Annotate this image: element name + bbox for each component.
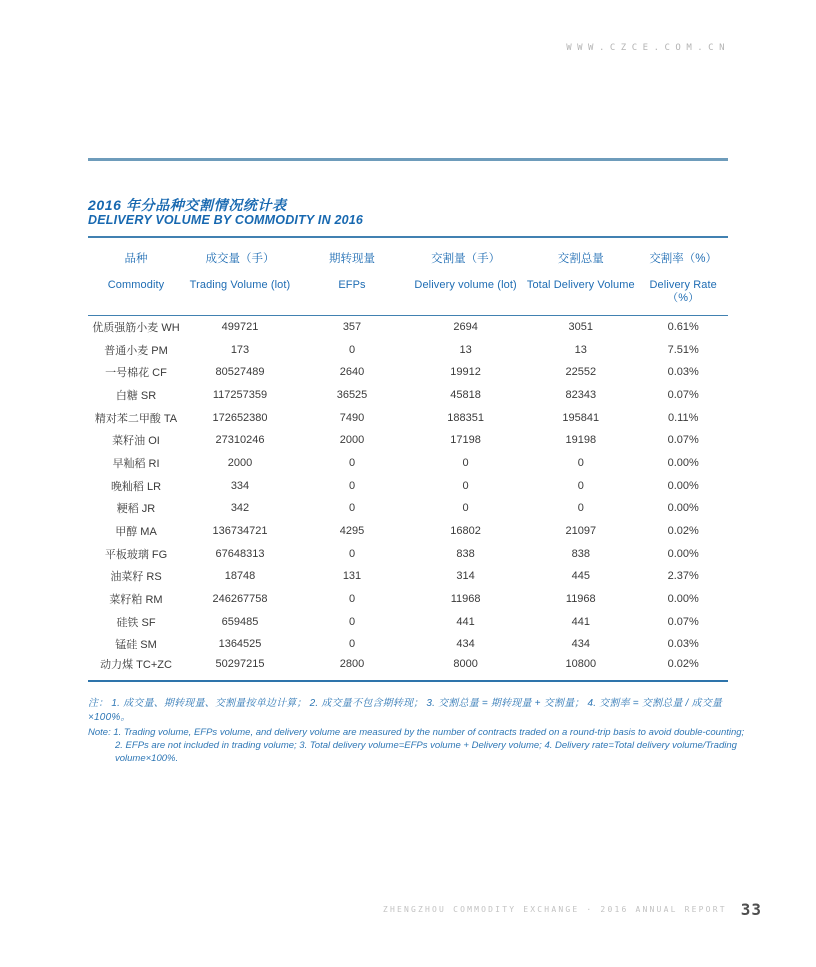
- cell-commodity: 菜籽粕 RM: [109, 594, 163, 607]
- cell-commodity: 菜籽油 OI: [112, 435, 160, 448]
- cell-total-delivery: 82343: [565, 388, 597, 401]
- cell-efps: 0: [348, 593, 356, 606]
- cell-commodity: 白糖 SR: [115, 389, 157, 402]
- table-row: [88, 474, 728, 497]
- section-title-en: DELIVERY VOLUME BY COMMODITY IN 2016: [88, 213, 364, 227]
- cell-delivery-volume: 0: [462, 502, 469, 515]
- cell-trading-volume: 1364525: [218, 638, 262, 651]
- cell-trading-volume: 342: [230, 502, 250, 515]
- table-row: [88, 656, 728, 681]
- table-row: [88, 316, 728, 339]
- column-header: [523, 246, 638, 316]
- table-row: [88, 633, 728, 656]
- cell-delivery-volume: 19912: [450, 366, 481, 379]
- footnotes: [88, 697, 756, 765]
- cell-total-delivery: 441: [571, 615, 590, 628]
- cell-commodity: 早籼稻 RI: [112, 457, 160, 470]
- column-header-en: Delivery volume (lot): [414, 279, 517, 291]
- column-header: [88, 246, 184, 316]
- cell-delivery-volume: 13: [459, 343, 472, 356]
- cell-trading-volume: 80527489: [215, 366, 265, 379]
- cell-total-delivery: 434: [571, 638, 590, 651]
- table-row: [88, 406, 728, 429]
- column-header-en: Trading Volume (lot): [189, 279, 291, 291]
- cell-delivery-rate: 0.07%: [667, 615, 699, 628]
- cell-efps: 0: [348, 547, 356, 560]
- cell-total-delivery: 22552: [565, 366, 597, 379]
- column-header-zh: 交割总量: [557, 253, 604, 265]
- column-header-zh: 交割率（%）: [649, 253, 718, 265]
- cell-trading-volume: 2000: [227, 456, 253, 469]
- table-header-row: [88, 246, 728, 316]
- cell-efps: 0: [348, 456, 356, 469]
- cell-delivery-rate: 0.03%: [667, 638, 699, 651]
- cell-efps: 0: [348, 343, 356, 356]
- cell-efps: 2800: [339, 657, 365, 670]
- cell-delivery-volume: 441: [456, 615, 475, 628]
- cell-commodity: 一号棉花 CF: [105, 367, 167, 380]
- cell-delivery-rate: 0.02%: [667, 657, 699, 670]
- column-header: [296, 246, 408, 316]
- table-row: [88, 338, 728, 361]
- cell-delivery-volume: 45818: [450, 388, 481, 401]
- column-header-en: Commodity: [107, 279, 165, 291]
- cell-commodity: 粳稻 JR: [116, 503, 156, 516]
- cell-total-delivery: 10800: [565, 657, 597, 670]
- column-header-zh: 期转现量: [329, 253, 375, 265]
- cell-total-delivery: 19198: [565, 434, 597, 447]
- cell-trading-volume: 172652380: [212, 411, 268, 424]
- cell-trading-volume: 334: [230, 479, 250, 492]
- page-footer: [383, 900, 762, 919]
- website-url: WWW.CZCE.COM.CN: [566, 43, 730, 53]
- top-divider-line: [88, 158, 728, 161]
- cell-delivery-rate: 0.00%: [667, 456, 699, 469]
- cell-delivery-rate: 2.37%: [667, 570, 699, 583]
- cell-trading-volume: 117257359: [212, 388, 268, 401]
- cell-efps: 0: [348, 615, 356, 628]
- cell-efps: 0: [348, 638, 356, 651]
- cell-delivery-volume: 188351: [447, 411, 484, 424]
- cell-delivery-volume: 16802: [450, 525, 481, 538]
- footnote-zh: 注： 1. 成交量、期转现量、交割量按单边计算； 2. 成交量不包含期转现； 3. 交割总量 = 期转现量 + 交割量； 4. 交割率 = 交割总量 / 成交量 ×100%。: [88, 698, 723, 723]
- cell-delivery-volume: 17198: [450, 434, 481, 447]
- cell-total-delivery: 195841: [562, 411, 600, 424]
- table-row: [88, 429, 728, 452]
- cell-commodity: 晚籼稻 LR: [110, 480, 162, 493]
- cell-delivery-rate: 7.51%: [667, 343, 699, 356]
- cell-total-delivery: 838: [571, 547, 590, 560]
- cell-delivery-volume: 434: [456, 638, 475, 651]
- cell-trading-volume: 136734721: [212, 525, 268, 538]
- cell-delivery-volume: 0: [462, 479, 469, 492]
- cell-commodity: 平板玻璃 FG: [104, 548, 168, 561]
- delivery-table-container: [88, 246, 728, 682]
- table-row: [88, 452, 728, 475]
- cell-commodity: 普通小麦 PM: [104, 344, 168, 357]
- delivery-volume-table: [88, 246, 728, 682]
- footnote-en-line1: Note: 1. Trading volume, EFPs volume, and delivery volume are measured by the number of contracts traded on a round-trip basis to avoid double-counting;: [88, 727, 745, 738]
- cell-total-delivery: 13: [574, 343, 587, 356]
- cell-efps: 2000: [339, 434, 365, 447]
- section-title-zh: 2016 年分品种交割情况统计表: [88, 197, 287, 213]
- footer-report-title: ZHENGZHOU COMMODITY EXCHANGE · 2016 ANNUAL REPORT: [382, 905, 727, 914]
- cell-total-delivery: 0: [577, 456, 584, 469]
- cell-efps: 36525: [336, 388, 368, 401]
- cell-delivery-rate: 0.07%: [667, 434, 699, 447]
- table-row: [88, 497, 728, 520]
- column-header: [408, 246, 523, 316]
- cell-delivery-volume: 838: [456, 547, 475, 560]
- cell-total-delivery: 11968: [565, 593, 596, 606]
- cell-trading-volume: 499721: [221, 321, 259, 334]
- cell-trading-volume: 659485: [221, 615, 259, 628]
- cell-efps: 0: [348, 479, 356, 492]
- table-header: [88, 246, 728, 316]
- cell-trading-volume: 27310246: [215, 434, 265, 447]
- cell-total-delivery: 445: [571, 570, 590, 583]
- table-row: [88, 542, 728, 565]
- cell-trading-volume: 173: [230, 343, 250, 356]
- page-number: 33: [740, 900, 762, 919]
- cell-delivery-volume: 11968: [450, 593, 481, 606]
- cell-delivery-volume: 314: [456, 570, 475, 583]
- cell-commodity: 动力煤 TC+ZC: [100, 658, 172, 671]
- column-header-en: Delivery Rate（%）: [649, 279, 717, 304]
- table-row: [88, 588, 728, 611]
- cell-trading-volume: 18748: [224, 570, 256, 583]
- column-header-zh: 品种: [124, 253, 148, 265]
- cell-total-delivery: 3051: [568, 321, 594, 334]
- column-header-zh: 成交量（手）: [205, 253, 275, 265]
- cell-efps: 7490: [339, 411, 365, 424]
- cell-commodity: 锰硅 SM: [115, 639, 157, 652]
- cell-commodity: 硅铁 SF: [116, 616, 156, 629]
- footnote-en-line2: 2. EFPs are not included in trading volume; 3. Total delivery volume=EFPs volume + Delivery volume; 4. Delivery rate=Total delivery volume/Trading volume×100%.: [115, 740, 737, 764]
- cell-delivery-rate: 0.11%: [668, 411, 699, 424]
- cell-trading-volume: 246267758: [212, 593, 268, 606]
- cell-delivery-volume: 8000: [453, 657, 478, 670]
- column-header: [184, 246, 296, 316]
- column-header: [638, 246, 728, 316]
- cell-commodity: 优质强筋小麦 WH: [92, 322, 180, 335]
- cell-delivery-rate: 0.00%: [667, 502, 699, 515]
- cell-delivery-rate: 0.00%: [667, 547, 699, 560]
- cell-total-delivery: 0: [577, 479, 584, 492]
- cell-efps: 4295: [339, 525, 365, 538]
- cell-efps: 2640: [339, 366, 365, 379]
- table-row: [88, 384, 728, 407]
- column-header-en: Total Delivery Volume: [526, 279, 635, 291]
- table-body: [88, 316, 728, 681]
- column-header-en: EFPs: [338, 279, 366, 291]
- cell-delivery-volume: 0: [462, 456, 469, 469]
- cell-trading-volume: 67648313: [215, 547, 265, 560]
- table-row: [88, 610, 728, 633]
- cell-total-delivery: 0: [577, 502, 584, 515]
- cell-delivery-rate: 0.61%: [667, 321, 699, 334]
- cell-efps: 357: [342, 321, 362, 334]
- column-header-zh: 交割量（手）: [431, 253, 501, 265]
- cell-delivery-rate: 0.00%: [667, 593, 699, 606]
- cell-delivery-rate: 0.00%: [667, 479, 699, 492]
- table-row: [88, 361, 728, 384]
- table-row: [88, 520, 728, 543]
- cell-delivery-rate: 0.07%: [667, 388, 699, 401]
- title-divider-line: [88, 236, 728, 238]
- cell-efps: 131: [342, 570, 362, 583]
- cell-delivery-rate: 0.03%: [667, 366, 699, 379]
- cell-trading-volume: 50297215: [215, 657, 265, 670]
- cell-delivery-rate: 0.02%: [667, 525, 699, 538]
- cell-total-delivery: 21097: [565, 525, 597, 538]
- table-row: [88, 565, 728, 588]
- cell-commodity: 精对苯二甲酸 TA: [94, 412, 178, 425]
- cell-delivery-volume: 2694: [453, 321, 478, 334]
- cell-commodity: 甲醇 MA: [115, 526, 157, 539]
- cell-efps: 0: [348, 502, 356, 515]
- cell-commodity: 油菜籽 RS: [110, 571, 162, 584]
